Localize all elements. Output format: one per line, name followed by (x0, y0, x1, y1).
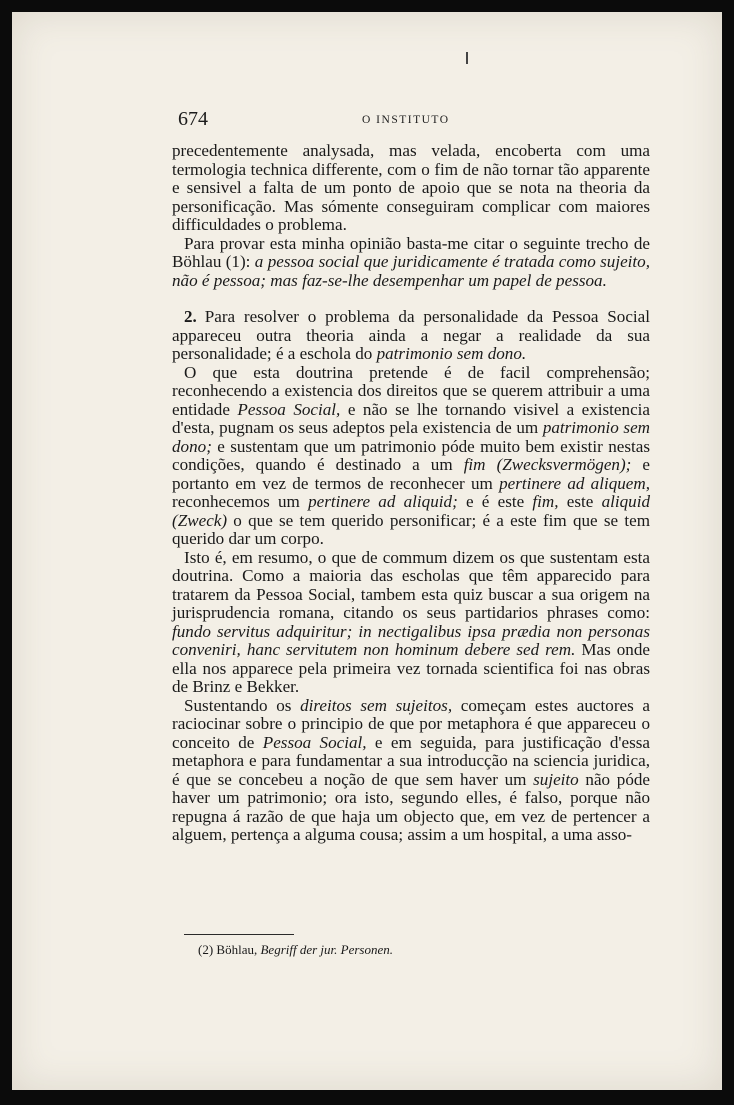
text-run: o que se tem querido personificar; é a este fim que se tem querido dar um corpo. (172, 510, 650, 548)
footnote-marker: (2) (198, 942, 214, 957)
text-run: Isto é, em resumo, o que de commum dizem os que sustentam esta doutrina. Como a maioria das escholas que têm apparecido para tratarem da Pessoa Social, tambem esta quiz buscar a sua origem na jurisprudencia romana, citando os seus partidarios phrases como: (172, 547, 650, 622)
text-run: Mas onde ella nos apparece pela primeira vez tornada scientifica foi nas obras de Brinz e Bekker. (172, 640, 650, 696)
italic-run: a pessoa social que juridicamente é tratada como sujeito, não é pessoa; mas faz-se-lhe desempenhar um papel de pessoa. (172, 252, 650, 290)
italic-run: fim (Zwecksvermögen); (463, 455, 632, 474)
text-run: e portanto em vez de termos de reconhecer um (172, 455, 650, 493)
page-number: 674 (178, 108, 208, 130)
italic-run: pertinere ad aliquid; (308, 492, 458, 511)
text-run: Para resolver o problema da personalidade da Pessoa Social appareceu outra theoria ainda a negar a realidade da sua personalidade; é a eschola do (172, 307, 650, 363)
book-page (12, 12, 722, 1090)
text-run: reconhecemos um (172, 492, 309, 511)
italic-run: Pessoa Social, (262, 732, 367, 752)
italic-run: sujeito (533, 769, 579, 789)
running-title: O INSTITUTO (362, 114, 450, 126)
paragraph-runs (172, 307, 650, 363)
text-run: este (558, 492, 602, 511)
italic-run: patrimonio sem dono; (172, 418, 650, 456)
text-run: e não se lhe tornando visivel a existencia d'esta, pugnam os seus adeptos pela existencia de um (172, 399, 650, 437)
text-run: Para provar esta minha opinião basta-me citar o seguinte trecho de Böhlau (1): (172, 233, 650, 271)
section-number: 2. (184, 307, 197, 326)
italic-run: direitos sem sujeitos, (300, 695, 453, 715)
text-run: e sustentam que um patrimonio póde muito bem existir nestas condições, quando é destinado a um (172, 436, 650, 474)
paragraph (172, 697, 650, 845)
footnote-author: Böhlau, (216, 942, 258, 957)
italic-run: pertinere ad aliquem, (499, 473, 650, 493)
paragraph (172, 235, 650, 291)
paragraph (172, 142, 650, 235)
paragraph (172, 549, 650, 697)
footnote-rule (184, 934, 294, 935)
footnote-title: Begriff der jur. Personen. (260, 942, 393, 957)
text-run: precedentemente analysada, mas velada, encoberta com uma termologia technica differente, com o fim de não tornar tão apparente e sensivel a falta de um ponto de apoio que se nota na theoria da personificação. Mas sómente conseguiram complicar com maiores difficuldades o problema. (172, 141, 650, 234)
text-run: começam estes auctores a raciocinar sobre o principio de que por metaphora é que appareceu o conceito de (172, 695, 650, 752)
italic-run: fim, (532, 492, 559, 511)
text-run: não póde haver um patrimonio; ora isto, segundo elles, é falso, porque não repugna á razão de que haja um objecto que, em vez de pertencer a alguem, pertença a alguma cousa; assim a um hospital, a uma asso- (172, 769, 650, 844)
text-run: O que esta doutrina pretende é de facil comprehensão; reconhecendo a existencia dos direitos que se querem attribuir a uma entidade (172, 362, 650, 419)
italic-run: patrimonio sem dono. (376, 344, 527, 363)
running-head (172, 108, 652, 132)
text-run: e em seguida, para justificação d'essa metaphora e para fundamentar a sua introducção na sciencia juridica, é que se concebeu a noção de que sem haver um (172, 732, 650, 789)
italic-run: Pessoa Social, (237, 399, 341, 419)
text-run: Sustentando os (184, 695, 301, 715)
italic-run: aliquid (Zweck) (172, 492, 651, 530)
paragraph (172, 364, 650, 549)
italic-run: fundo servitus adquiritur; in nectigalibus ipsa prædia non personas conveniri, hanc servitutem non hominum debere sed rem. (172, 621, 650, 659)
body-text (172, 142, 650, 845)
margin-mark (466, 52, 468, 64)
footnote (198, 942, 598, 958)
text-run: e é este (457, 492, 533, 511)
section-paragraph (172, 308, 650, 364)
